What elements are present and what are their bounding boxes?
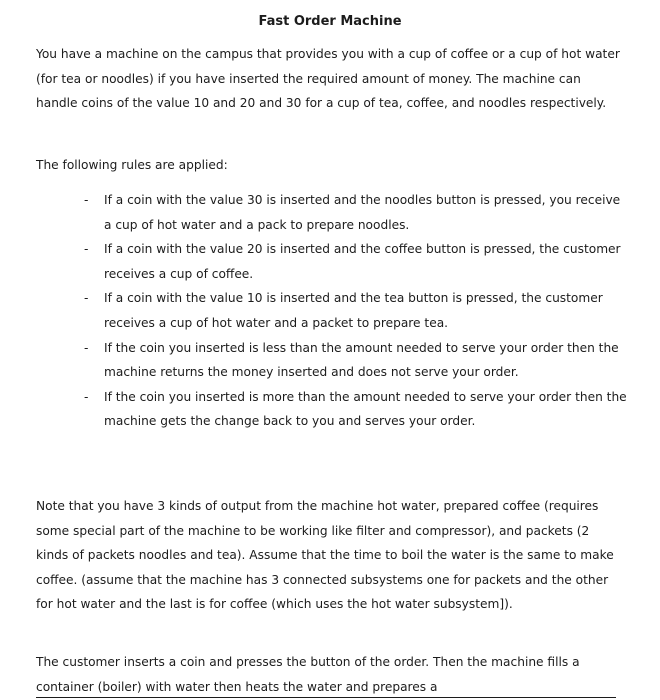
bullet-dash: - [84, 340, 89, 355]
note-paragraph: Note that you have 3 kinds of output from the machine hot water, prepared coffee (requires some special part of the machine to be working like filter and compressor), and packets (2 kinds of packets noodles and tea). Assume that the time to boil the water is the same to make coffee. (assume that the machine has 3 connected subsystems one for packets and the other for hot water and the last is for coffee (which uses the hot water subsystem]). [36, 499, 614, 612]
rule-text: If the coin you inserted is less than the amount needed to serve your order then the machine returns the money inserted and does not serve your order. [104, 340, 619, 380]
document-title: Fast Order Machine [258, 14, 402, 29]
bullet-dash: - [84, 291, 89, 306]
process-paragraph: The customer inserts a coin and presses the button of the order. Then the machine fills a container (boiler) with water then heats the water and prepares a [36, 655, 580, 694]
rule-item [84, 286, 629, 335]
rules-list [84, 188, 629, 434]
bullet-dash: - [84, 242, 89, 257]
intro-paragraph: You have a machine on the campus that provides you with a cup of coffee or a cup of hot water (for tea or noodles) if you have inserted the required amount of money. The machine can handle coins of the value 10 and 20 and 30 for a cup of tea, coffee, and noodles respectively. [36, 47, 620, 111]
rules-heading: The following rules are applied: [36, 158, 228, 172]
bullet-dash: - [84, 193, 89, 207]
rule-item [84, 385, 629, 434]
rule-item [84, 336, 629, 385]
text-underline [36, 697, 616, 698]
rule-item [84, 237, 629, 286]
rule-item [84, 188, 629, 237]
rule-text: If a coin with the value 20 is inserted and the coffee button is pressed, the customer receives a cup of coffee. [104, 242, 621, 281]
rule-text: If a coin with the value 10 is inserted and the tea button is pressed, the customer receives a cup of hot water and a packet to prepare tea. [104, 291, 603, 330]
rule-text: If the coin you inserted is more than the amount needed to serve your order then the machine gets the change back to you and serves your order. [104, 389, 627, 429]
bullet-dash: - [84, 389, 89, 404]
rule-text: If a coin with the value 30 is inserted and the noodles button is pressed, you receive a cup of hot water and a pack to prepare noodles. [104, 193, 621, 232]
